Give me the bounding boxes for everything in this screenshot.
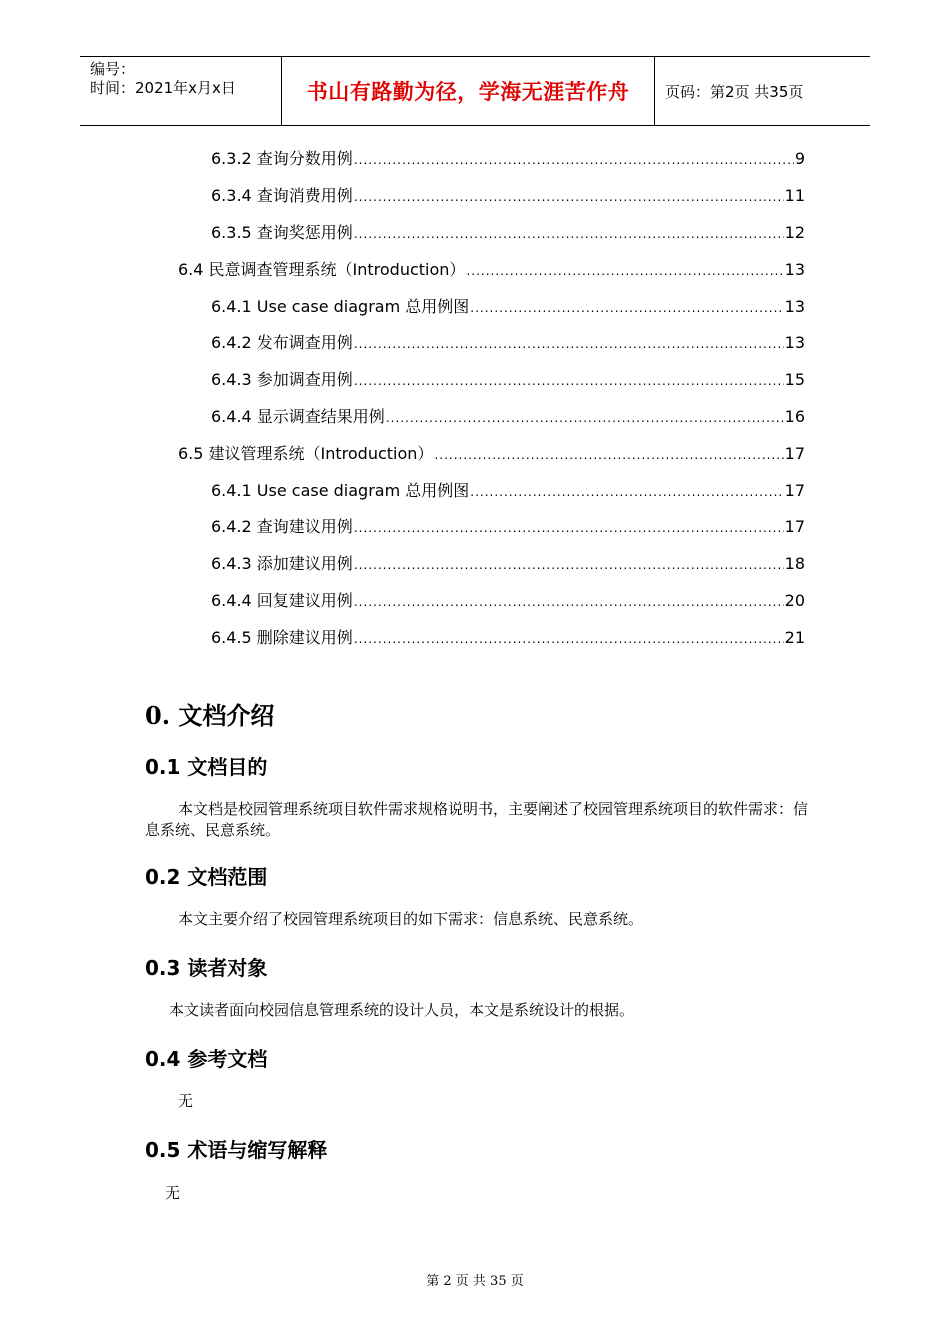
page-footer: 第 2 页 共 35 页 <box>426 1274 524 1289</box>
toc-entry[interactable]: 6.4 民意调查管理系统（Introduction） ..... 13 <box>178 257 805 279</box>
toc-entry[interactable]: 6.3.4 查询消费用例 ..... 11 <box>211 183 805 205</box>
section-paragraph: 无 <box>165 1184 181 1202</box>
toc-entry[interactable]: 6.4.3 添加建议用例 ..... 18 <box>211 551 805 573</box>
section-title: 0. 文档介绍 <box>145 701 275 730</box>
header-page-info: 页码：第2页 共35页 <box>665 82 804 101</box>
time-label: 时间：2021年x月x日 <box>90 79 236 97</box>
page-header <box>80 56 870 126</box>
toc-entry[interactable]: 6.4.2 查询建议用例 ..... 17 <box>211 514 805 536</box>
section-paragraph: 本文主要介绍了校园管理系统项目的如下需求：信息系统、民意系统。 <box>178 910 644 928</box>
section-heading: 0.3 读者对象 <box>145 956 268 980</box>
toc-entry[interactable]: 6.4.4 显示调查结果用例 ..... 16 <box>211 404 805 426</box>
header-motto: 书山有路勤为径，学海无涯苦作舟 <box>306 79 630 104</box>
section-heading: 0.1 文档目的 <box>145 755 268 779</box>
section-heading: 0.4 参考文档 <box>145 1047 268 1071</box>
section-paragraph: 本文读者面向校园信息管理系统的设计人员，本文是系统设计的根据。 <box>169 1001 635 1019</box>
toc-entry[interactable]: 6.4.5 删除建议用例 ..... 21 <box>211 625 805 647</box>
toc-entry[interactable]: 6.4.2 发布调查用例 ..... 13 <box>211 330 805 352</box>
toc-entry[interactable]: 6.4.3 参加调查用例 ..... 15 <box>211 367 805 389</box>
section-heading: 0.5 术语与缩写解释 <box>145 1138 328 1162</box>
toc-entry[interactable]: 6.4.1 Use case diagram 总用例图 ..... 17 <box>211 478 805 500</box>
toc-entry[interactable]: 6.3.5 查询奖惩用例 ..... 12 <box>211 220 805 242</box>
header-meta <box>80 57 282 125</box>
section-paragraph: 无 <box>178 1092 194 1110</box>
toc-entry[interactable]: 6.3.2 查询分数用例 ..... 9 <box>211 146 805 168</box>
section-heading: 0.2 文档范围 <box>145 865 268 889</box>
header-motto-cell <box>282 57 655 125</box>
toc-entry[interactable]: 6.5 建议管理系统（Introduction） ..... 17 <box>178 441 805 463</box>
toc-entry[interactable]: 6.4.1 Use case diagram 总用例图 ..... 13 <box>211 294 805 316</box>
number-label: 编号： <box>90 60 136 78</box>
section-paragraph: 本文档是校园管理系统项目软件需求规格说明书，主要阐述了校园管理系统项目的软件需求：信息系统、民意系统。 <box>145 800 809 839</box>
toc-entry[interactable]: 6.4.4 回复建议用例 ..... 20 <box>211 588 805 610</box>
